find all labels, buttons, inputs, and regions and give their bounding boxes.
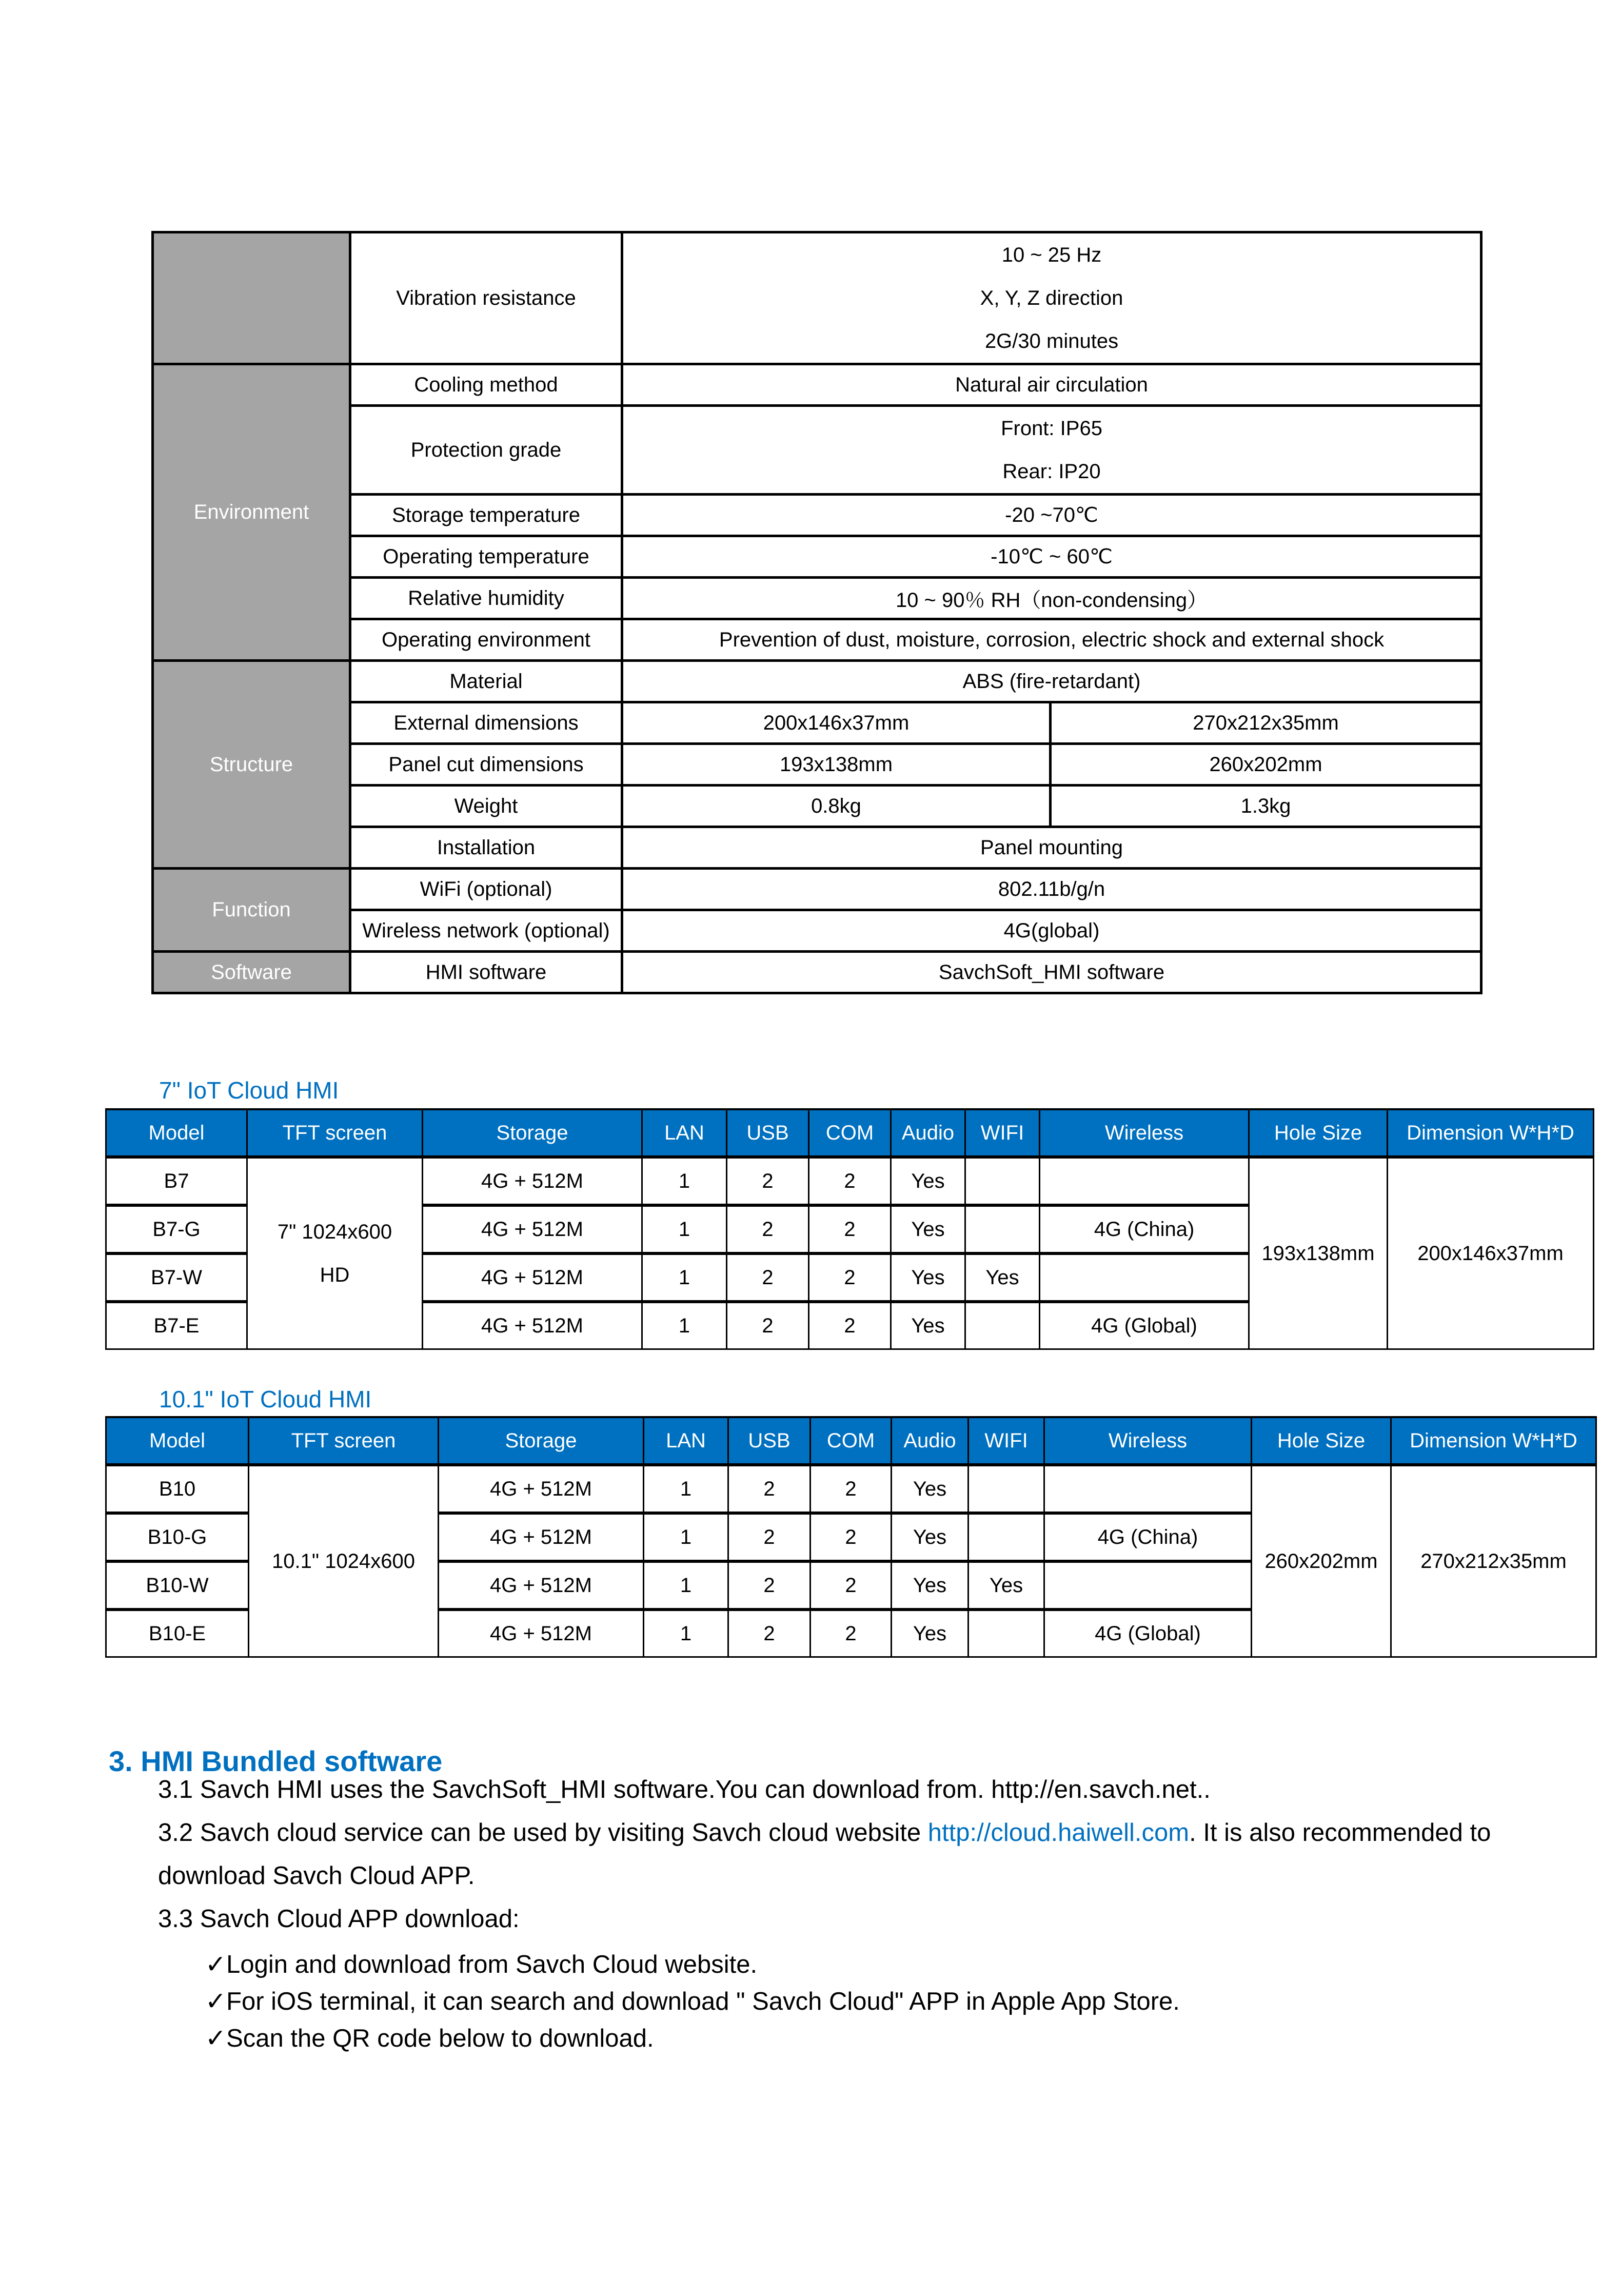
wireless-cell: 4G (Global): [1044, 1610, 1252, 1657]
spec-item: Operating temperature: [350, 536, 622, 578]
table-row: [106, 1157, 1594, 1205]
lan-cell: 1: [644, 1465, 728, 1513]
model-table-7in: [105, 1108, 1594, 1350]
col-com: COM: [809, 1109, 891, 1157]
table-title-10in: 10.1" IoT Cloud HMI: [159, 1386, 372, 1412]
col-wireless: Wireless: [1040, 1109, 1249, 1157]
com-cell: 2: [810, 1561, 892, 1610]
checkmark-icon: ✓: [205, 2025, 227, 2052]
usb-cell: 2: [728, 1610, 810, 1657]
spec-item: External dimensions: [350, 702, 622, 744]
com-cell: 2: [809, 1157, 891, 1205]
spec-value: Panel mounting: [622, 827, 1481, 869]
table-row: [106, 1465, 1596, 1513]
model-cell: B7-W: [106, 1253, 247, 1302]
category-structure: Structure: [153, 661, 350, 869]
category-function: Function: [153, 869, 350, 952]
model-cell: B10: [106, 1465, 249, 1513]
col-wifi: WIFI: [965, 1109, 1040, 1157]
usb-cell: 2: [728, 1561, 810, 1610]
spec-value: 10 ~ 90％ RH（non-condensing）: [622, 578, 1481, 619]
spec-value: SavchSoft_HMI software: [622, 952, 1481, 993]
spec-item: Panel cut dimensions: [350, 744, 622, 786]
lan-cell: 1: [642, 1302, 727, 1349]
spec-value-10in: 270x212x35mm: [1051, 702, 1481, 744]
col-lan: LAN: [644, 1417, 728, 1465]
checkmark-icon: ✓: [205, 1988, 227, 2015]
spec-row: [153, 869, 1481, 910]
lan-cell: 1: [642, 1253, 727, 1302]
com-cell: 2: [809, 1302, 891, 1349]
audio-cell: Yes: [891, 1157, 965, 1205]
dimension-cell: 270x212x35mm: [1391, 1465, 1596, 1657]
com-cell: 2: [810, 1465, 892, 1513]
wireless-cell: [1040, 1157, 1249, 1205]
spec-item: WiFi (optional): [350, 869, 622, 910]
usb-cell: 2: [727, 1253, 809, 1302]
spec-value-7in: 200x146x37mm: [622, 702, 1051, 744]
spec-item: Vibration resistance: [350, 232, 622, 364]
wifi-cell: [968, 1465, 1044, 1513]
wifi-cell: [965, 1157, 1040, 1205]
col-usb: USB: [727, 1109, 809, 1157]
spec-value: 802.11b/g/n: [622, 869, 1481, 910]
section-heading: 3. HMI Bundled software: [109, 1745, 443, 1777]
spec-item: Storage temperature: [350, 495, 622, 536]
model-cell: B7-G: [106, 1205, 247, 1253]
wireless-cell: [1044, 1561, 1252, 1610]
wifi-cell: Yes: [968, 1561, 1044, 1610]
storage-cell: 4G + 512M: [423, 1253, 642, 1302]
spec-row: [153, 232, 1481, 364]
spec-value: 4G(global): [622, 910, 1481, 952]
wifi-cell: [965, 1205, 1040, 1253]
spec-value-7in: 0.8kg: [622, 786, 1051, 827]
audio-cell: Yes: [891, 1253, 965, 1302]
category-software: Software: [153, 952, 350, 993]
tft-cell: 7" 1024x600 HD: [247, 1157, 423, 1349]
spec-item: Material: [350, 661, 622, 702]
lan-cell: 1: [644, 1610, 728, 1657]
lan-cell: 1: [644, 1561, 728, 1610]
wifi-cell: [965, 1302, 1040, 1349]
spec-row: [153, 619, 1481, 661]
com-cell: 2: [809, 1205, 891, 1253]
col-model: Model: [106, 1109, 247, 1157]
spec-table: [151, 231, 1482, 994]
model-cell: B7-E: [106, 1302, 247, 1349]
model-cell: B7: [106, 1157, 247, 1205]
usb-cell: 2: [728, 1513, 810, 1561]
spec-value: -20 ~70℃: [622, 495, 1481, 536]
audio-cell: Yes: [891, 1205, 965, 1253]
com-cell: 2: [810, 1513, 892, 1561]
storage-cell: 4G + 512M: [423, 1302, 642, 1349]
usb-cell: 2: [727, 1157, 809, 1205]
spec-value-10in: 260x202mm: [1051, 744, 1481, 786]
dimension-cell: 200x146x37mm: [1388, 1157, 1594, 1349]
audio-cell: Yes: [892, 1561, 968, 1610]
storage-cell: 4G + 512M: [423, 1157, 642, 1205]
col-audio: Audio: [892, 1417, 968, 1465]
spec-item: Wireless network (optional): [350, 910, 622, 952]
paragraph-3-2: 3.2 Savch cloud service can be used by visiting Savch cloud website http://cloud.haiwell.com. It is also recommended to: [158, 1819, 1491, 1847]
col-tft: TFT screen: [249, 1417, 439, 1465]
audio-cell: Yes: [892, 1610, 968, 1657]
audio-cell: Yes: [892, 1465, 968, 1513]
check-item: ✓For iOS terminal, it can search and download " Savch Cloud" APP in Apple App Store.: [205, 1988, 1180, 2015]
lan-cell: 1: [642, 1205, 727, 1253]
spec-value: Front: IP65 Rear: IP20: [622, 406, 1481, 495]
col-dimension: Dimension W*H*D: [1391, 1417, 1596, 1465]
cloud-website-link[interactable]: http://cloud.haiwell.com: [927, 1819, 1190, 1847]
com-cell: 2: [809, 1253, 891, 1302]
storage-cell: 4G + 512M: [439, 1561, 644, 1610]
spec-value: 10 ~ 25 Hz X, Y, Z direction 2G/30 minutes: [622, 232, 1481, 364]
spec-value-10in: 1.3kg: [1051, 786, 1481, 827]
spec-row: [153, 827, 1481, 869]
spec-value: Prevention of dust, moisture, corrosion, electric shock and external shock: [622, 619, 1481, 661]
lan-cell: 1: [642, 1157, 727, 1205]
spec-item: Cooling method: [350, 364, 622, 406]
usb-cell: 2: [727, 1205, 809, 1253]
tft-cell: 10.1" 1024x600: [249, 1465, 439, 1657]
spec-row: [153, 661, 1481, 702]
wifi-cell: Yes: [965, 1253, 1040, 1302]
spec-row: [153, 786, 1481, 827]
col-com: COM: [810, 1417, 892, 1465]
com-cell: 2: [810, 1610, 892, 1657]
spec-value: Natural air circulation: [622, 364, 1481, 406]
col-tft: TFT screen: [247, 1109, 423, 1157]
wireless-cell: 4G (Global): [1040, 1302, 1249, 1349]
lan-cell: 1: [644, 1513, 728, 1561]
col-storage: Storage: [439, 1417, 644, 1465]
col-usb: USB: [728, 1417, 810, 1465]
spec-row: [153, 495, 1481, 536]
wireless-cell: [1040, 1253, 1249, 1302]
usb-cell: 2: [728, 1465, 810, 1513]
wireless-cell: [1044, 1465, 1252, 1513]
spec-row: [153, 406, 1481, 495]
check-item: ✓Login and download from Savch Cloud website.: [205, 1951, 758, 1978]
audio-cell: Yes: [892, 1513, 968, 1561]
col-audio: Audio: [891, 1109, 965, 1157]
col-hole-size: Hole Size: [1252, 1417, 1391, 1465]
model-cell: B10-W: [106, 1561, 249, 1610]
spec-item: HMI software: [350, 952, 622, 993]
spec-item: Protection grade: [350, 406, 622, 495]
spec-value-7in: 193x138mm: [622, 744, 1051, 786]
col-lan: LAN: [642, 1109, 727, 1157]
check-item: ✓Scan the QR code below to download.: [205, 2025, 654, 2052]
usb-cell: 2: [727, 1302, 809, 1349]
col-wifi: WIFI: [968, 1417, 1044, 1465]
spec-row: [153, 536, 1481, 578]
hole-size-cell: 193x138mm: [1249, 1157, 1388, 1349]
header-row: [106, 1417, 1596, 1465]
paragraph-3-1: 3.1 Savch HMI uses the SavchSoft_HMI software.You can download from. http://en.savch.net..: [158, 1776, 1211, 1803]
spec-row: [153, 952, 1481, 993]
spec-row: [153, 910, 1481, 952]
checkmark-icon: ✓: [205, 1951, 227, 1978]
storage-cell: 4G + 512M: [423, 1205, 642, 1253]
table-title-7in: 7" IoT Cloud HMI: [159, 1077, 339, 1104]
hole-size-cell: 260x202mm: [1252, 1465, 1391, 1657]
paragraph-3-3: 3.3 Savch Cloud APP download:: [158, 1905, 520, 1933]
wireless-cell: 4G (China): [1044, 1513, 1252, 1561]
header-row: [106, 1109, 1594, 1157]
model-table-10in: [105, 1416, 1597, 1658]
model-cell: B10-E: [106, 1610, 249, 1657]
spec-item: Relative humidity: [350, 578, 622, 619]
spec-row: [153, 578, 1481, 619]
audio-cell: Yes: [891, 1302, 965, 1349]
wireless-cell: 4G (China): [1040, 1205, 1249, 1253]
spec-item: Weight: [350, 786, 622, 827]
paragraph-3-2-cont: download Savch Cloud APP.: [158, 1862, 475, 1890]
spec-value: -10℃ ~ 60℃: [622, 536, 1481, 578]
col-model: Model: [106, 1417, 249, 1465]
col-wireless: Wireless: [1044, 1417, 1252, 1465]
category-environment: Environment: [153, 364, 350, 661]
spec-row: [153, 702, 1481, 744]
model-cell: B10-G: [106, 1513, 249, 1561]
col-storage: Storage: [423, 1109, 642, 1157]
col-dimension: Dimension W*H*D: [1388, 1109, 1594, 1157]
storage-cell: 4G + 512M: [439, 1610, 644, 1657]
spec-item: Installation: [350, 827, 622, 869]
spec-row: [153, 364, 1481, 406]
category-cell: [153, 232, 350, 364]
wifi-cell: [968, 1513, 1044, 1561]
col-hole-size: Hole Size: [1249, 1109, 1388, 1157]
spec-value: ABS (fire-retardant): [622, 661, 1481, 702]
wifi-cell: [968, 1610, 1044, 1657]
spec-row: [153, 744, 1481, 786]
storage-cell: 4G + 512M: [439, 1513, 644, 1561]
storage-cell: 4G + 512M: [439, 1465, 644, 1513]
spec-item: Operating environment: [350, 619, 622, 661]
